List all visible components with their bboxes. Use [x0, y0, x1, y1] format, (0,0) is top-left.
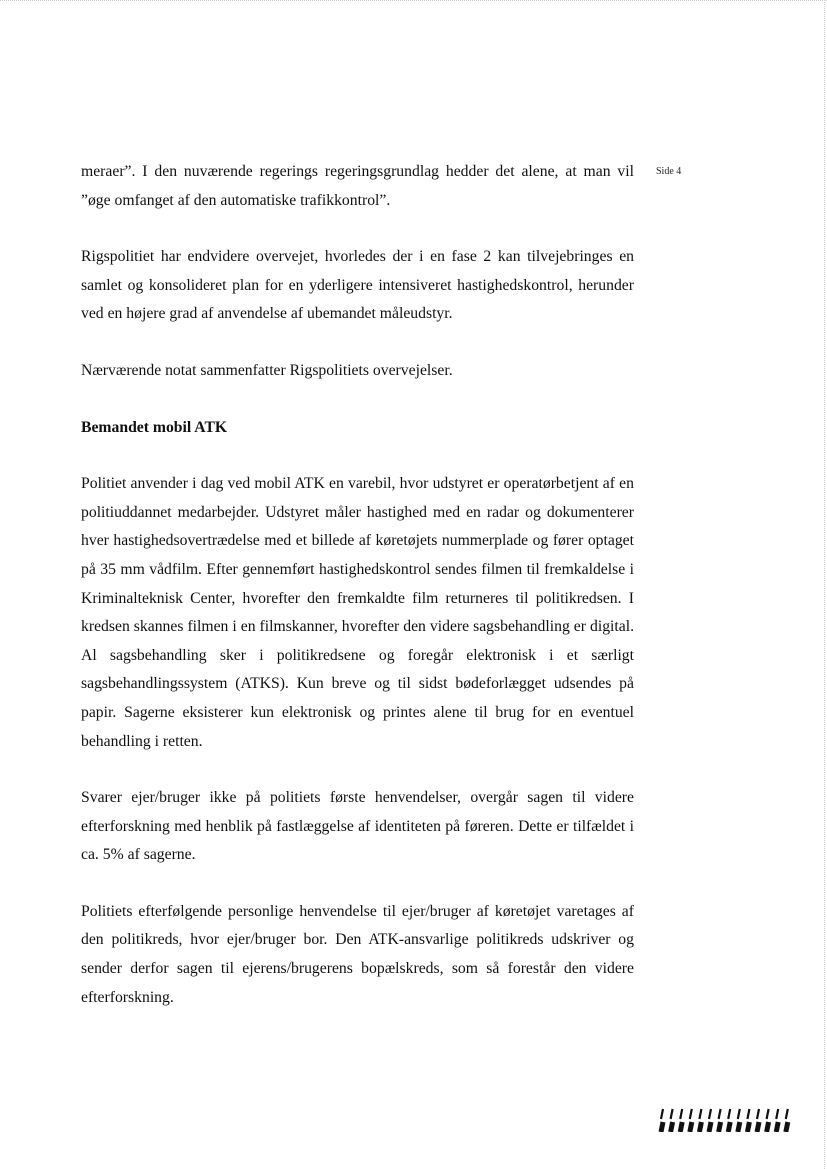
section-heading: Bemandet mobil ATK: [81, 418, 228, 436]
document-body: [81, 158, 634, 1040]
paragraph-intro: meraer”. I den nuværende regerings regeringsgrundlag hedder det alene, at man vil ”øge omfanget af den automatiske trafikkontrol”.: [81, 163, 634, 209]
paragraph-police-district: Politiets efterfølgende personlige henvendelse til ejer/bruger af køretøjet varetages af den politikreds, hvor ejer/bruger bor. Den ATK-ansvarlige politikreds udskriver og sender derfor sagen til ejerens/brugerens bopælskreds, som så forestår den videre efterforskning.: [81, 902, 634, 1006]
paragraph-phase-2: Rigspolitiet har endvidere overvejet, hvorledes der i en fase 2 kan tilvejebringes en samlet og konsolideret plan for en yderligere intensiveret hastighedskontrol, herunder ved en højere grad af anvendelse af ubemandet måleudstyr.: [81, 248, 634, 323]
barcode-mark: [658, 1108, 792, 1132]
paragraph-mobile-atk: Politiet anvender i dag ved mobil ATK en varebil, hvor udstyret er operatørbetjent af en politiuddannet medarbejder. Udstyret måler hastighed med en radar og dokumenterer hver hastighedsovertrædelse med et billede af køretøjets nummerplade og fører optaget på 35 mm vådfilm. Efter gennemført hastighedskontrol sendes filmen til fremkaldelse i Kriminalteknisk Center, hvorefter den fremkaldte film returneres til politikredsen. I kredsen skannes filmen i en filmskanner, hvorefter den videre sagsbehandling er digital. Al sagsbehandling sker i politikredsene og foregår elektronisk i et særligt sagsbehandlingssystem (ATKS). Kun breve og til sidst bødeforlægget udsendes på papir. Sagerne eksisterer kun elektronisk og printes alene til brug for en eventuel behandling i retten.: [81, 475, 634, 750]
page-number: Side 4: [656, 166, 682, 177]
paragraph-summary: Nærværende notat sammenfatter Rigspolitiets overvejelser.: [81, 361, 453, 379]
scan-edge-top: [0, 0, 827, 9]
paragraph-investigation: Svarer ejer/bruger ikke på politiets første henvendelser, overgår sagen til videre efterforskning med henblik på fastlæggelse af identiteten på føreren. Dette er tilfældet i ca. 5% af sagerne.: [81, 789, 634, 864]
